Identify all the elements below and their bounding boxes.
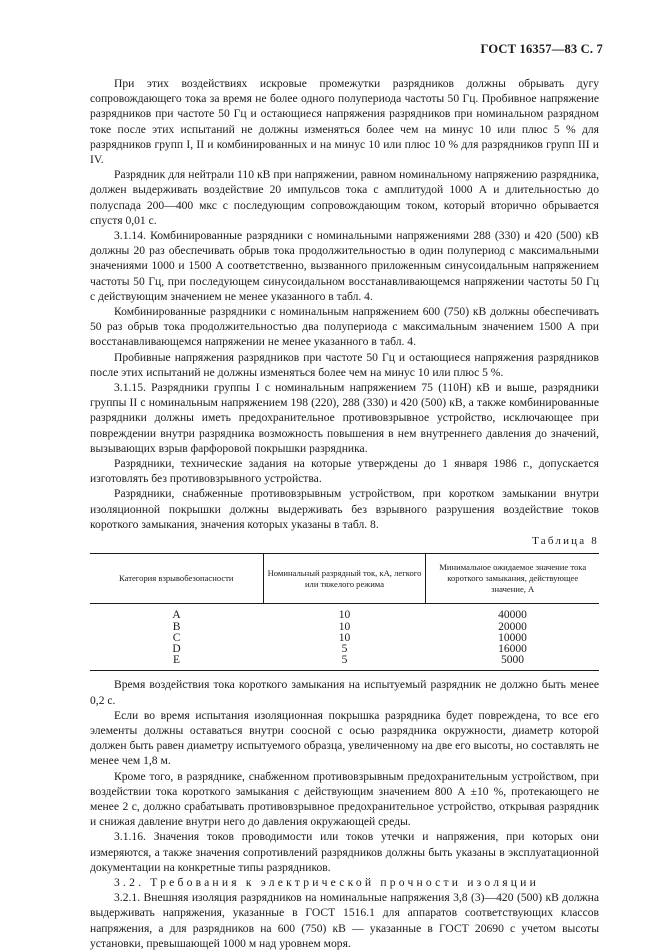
table-cell: 10000 bbox=[498, 631, 527, 644]
table-cell: В bbox=[172, 620, 181, 633]
table-cell: 20000 bbox=[498, 620, 527, 633]
paragraph-3-1-15: 3.1.15. Разрядники группы I с номинальным напряжением 75 (110Н) кВ и выше, разрядники группы II с номинальным напряжением 198 (220), 288 (330) и 420 (500) кВ, а также комбинированные разрядники должны иметь предохранительное противовзрывное устройство, исключающее при повреждении внутри разрядника возможность повышения в нем внутреннего давления до значений, вызывающих взрыв фарфоровой покрышки разрядника. bbox=[90, 381, 599, 455]
paragraph: Разрядник для нейтрали 110 кВ при напряжении, равном номинальному напряжению разрядника, должен выдерживать воздействие 20 импульсов тока с амплитудой 1000 А и длительностью до полуспада 200—400 мкс с последующим сопровождающим током, который вторично обрывается спустя 0,01 с. bbox=[90, 168, 599, 227]
table-cell: 5 bbox=[341, 654, 348, 667]
table-cell: 16000 bbox=[498, 642, 527, 655]
page-header: ГОСТ 16357—83 С. 7 bbox=[480, 42, 603, 56]
table-cell: А bbox=[172, 609, 181, 622]
table-caption: Таблица 8 bbox=[532, 535, 599, 548]
table-cell: 10 bbox=[338, 631, 351, 644]
table-cell: 40000 bbox=[498, 609, 527, 622]
table-cell: С bbox=[172, 631, 181, 644]
document-body bbox=[90, 76, 599, 951]
table-cell: 10 bbox=[338, 609, 351, 622]
paragraph: Время воздействия тока короткого замыкания на испытуемый разрядник не должно быть менее 0,2 с. bbox=[90, 678, 599, 707]
paragraph-3-1-14: 3.1.14. Комбинированные разрядники с номинальными напряжениями 288 (330) и 420 (500) кВ должны 20 раз обеспечивать обрыв тока продолжительностью в один полупериод с максимальными значениями 1000 и 1500 А соответственно, вызванного приложенным синусоидальным напряжением частоты 50 Гц, при последующем синусоидальном восстанавливающемся напряжении частоты 50 Гц с действующим значением не менее указанного в табл. 4. bbox=[90, 229, 599, 303]
table-8 bbox=[90, 553, 599, 671]
table-cell: Е bbox=[173, 654, 181, 667]
table-header-row bbox=[90, 554, 599, 604]
table-row bbox=[90, 604, 599, 622]
paragraph: Разрядники, технические задания на которые утверждены до 1 января 1986 г., допускается изготовлять без противовзрывного устройства. bbox=[90, 457, 599, 486]
table-cell: D bbox=[172, 642, 181, 655]
paragraph: Кроме того, в разряднике, снабженном противовзрывным предохранительным устройством, при воздействии тока короткого замыкания с действующим значением 800 А ±10 %, протекающего не менее 2 с, должно срабатывать противовзрывное предохранительное устройство, открывая разрядник и снижая давление внутри него до давления окружающей среды. bbox=[90, 769, 599, 829]
table-header-cell: Категория взрывобезопасности bbox=[90, 554, 263, 604]
paragraph: Комбинированные разрядники с номинальным напряжением 600 (750) кВ должны обеспечивать 50 раз обрыв тока продолжительностью два полупериода с максимальным значением 1500 А при восстанавливающемся напряжении не менее указанного в табл. 4. bbox=[90, 305, 599, 349]
after-table-section bbox=[90, 677, 599, 951]
table-row bbox=[90, 655, 599, 671]
paragraph: При этих воздействиях искровые промежутки разрядников должны обрывать дугу сопровождающего тока за время не более одного полупериода частоты 50 Гц. Пробивное напряжение разрядников при частоте 50 Гц и остающиеся напряжения разрядников при номинальном разрядном токе после этих испытаний не должны изменяться более чем на минус 10 или плюс 5 % для разрядников групп I, II и комбинированных и на минус 10 или плюс 10 % для разрядников групп III и IV. bbox=[90, 77, 599, 167]
section-heading-3-2: 3.2. Требования к электрической прочности изоляции bbox=[114, 875, 539, 889]
table-header-cell: Минимальное ожидаемое значение тока короткого замыкания, действующее значение, А bbox=[426, 554, 599, 604]
table-cell: 10 bbox=[338, 620, 351, 633]
table-header-cell: Номинальный разрядный ток, кА, легкого или тяжелого режима bbox=[263, 554, 426, 604]
table-cell: 5000 bbox=[500, 654, 524, 667]
paragraph: Если во время испытания изоляционная покрышка разрядника будет повреждена, то все его элементы должны оставаться внутри соосной с осью разрядника окружности, диаметр которой должен быть равен диаметру испытуемого образца, увеличенному на две его высоты, но составлять не менее чем 1,8 м. bbox=[90, 708, 599, 768]
paragraph: Пробивные напряжения разрядников при частоте 50 Гц и остающиеся напряжения разрядников после этих испытаний не должны изменяться более чем на минус 10 или плюс 5 %. bbox=[90, 350, 599, 379]
table-cell: 5 bbox=[341, 642, 348, 655]
paragraph-3-2-1: 3.2.1. Внешняя изоляция разрядников на номинальные напряжения 3,8 (3)—420 (500) кВ должна выдерживать напряжения, указанные в ГОСТ 1516.1 для аппаратов соответствующих классов напряжения, а для разрядников на 600 (750) кВ — указанные в ГОСТ 20690 с учетом высоты установки, превышающей 1000 м над уровнем моря. bbox=[90, 891, 599, 950]
paragraph: Разрядники, снабженные противовзрывным устройством, при коротком замыкании внутри изоляционной покрышки должны выдерживать без взрывного разрушения воздействие токов короткого замыкания, значения которых указаны в табл. 8. bbox=[90, 487, 599, 531]
paragraph-3-1-16: 3.1.16. Значения токов проводимости или токов утечки и напряжения, при которых они измеряются, а также значения сопротивлений разрядников должны быть указаны в эксплуатационной документации на конкретные типы разрядников. bbox=[90, 830, 599, 874]
